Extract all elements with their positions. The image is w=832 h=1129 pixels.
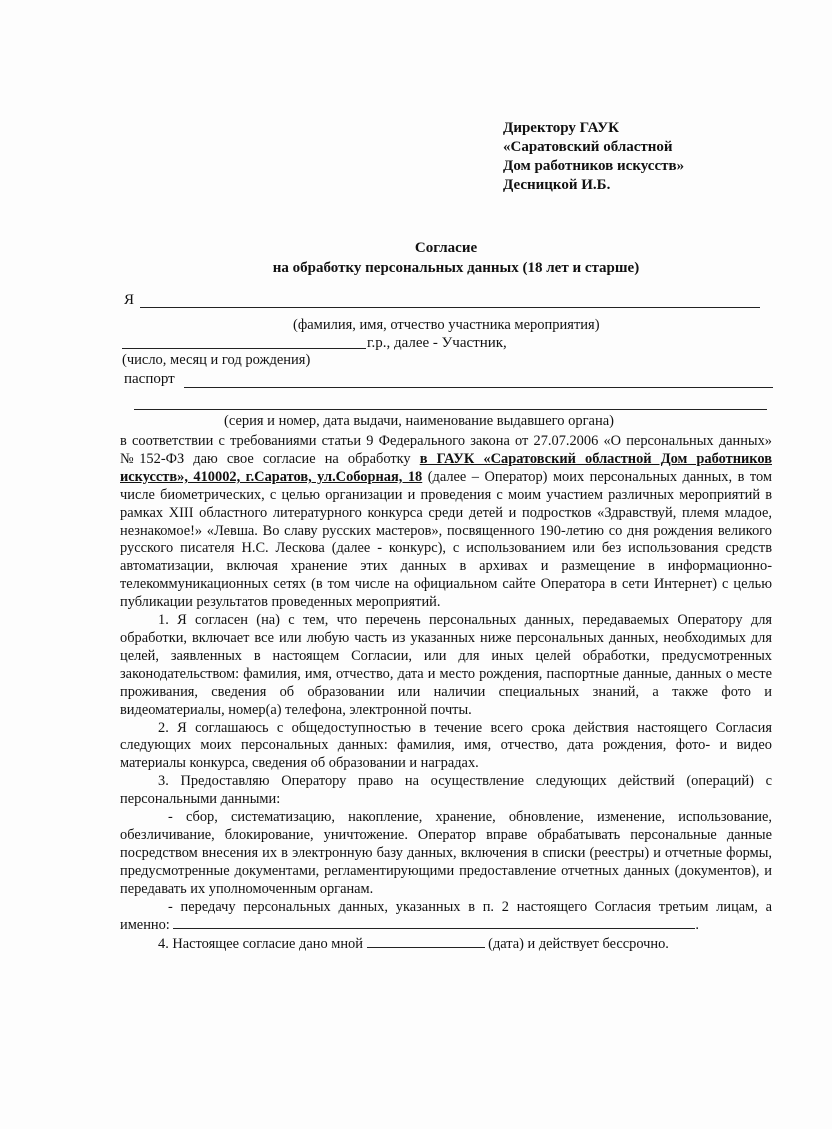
- i-label: Я: [124, 292, 135, 308]
- intro-text-cont: (далее – Оператор) моих персональных данных, в том числе биометрических, с целью организации и проведения с моим участием различных мероприятий в рамках XIII областного литературного конкурса среди детей и подростков «Здравствуй, племя младое, незнакомое!» «Левша. Во славу русских мастеров», посвященного 190-летию со дня рождения великого русского писателя Н.С. Лескова (далее - конкурс), с использованием или без использования средств автоматизации, включая хранение этих данных в архивах и размещение в информационно-телекоммуникационных сетях (в том числе на официальном сайте Оператора в сети Интернет) с целью публикации результатов проведенных мероприятий.: [120, 468, 772, 611]
- title-line: Согласие: [414, 240, 478, 256]
- consent-date-field[interactable]: [367, 935, 485, 948]
- birthdate-field[interactable]: [122, 348, 366, 349]
- addressee-line: Директору ГАУК: [503, 120, 619, 136]
- clause-1: 1. Я согласен (на) с тем, что перечень персональных данных, передаваемых Оператору для обработки, включает все или любую часть из указанных ниже персональных данных, необходимых для целей, заявленных в настоящем Согласии, или для иных целей обработки, предусмотренных законодательством: фамилия, имя, отчество, дата и место рождения, паспортные данные, данных о месте проживания, сведения об образовании или наличии специальных знаний, а также фото и видеоматериалы, номер(а) телефона, электронной почты.: [120, 612, 772, 718]
- passport-field-line2[interactable]: [134, 409, 767, 410]
- consent-body: [120, 433, 772, 954]
- third-parties-field[interactable]: [173, 916, 695, 929]
- addressee-line: Дом работников искусств»: [503, 158, 685, 174]
- document-title: [0, 238, 832, 278]
- clause-3: 3. Предоставляю Оператору право на осуществление следующих действий (операций) с персональными данными:: [120, 773, 772, 808]
- birth-caption: (число, месяц и год рождения): [122, 352, 311, 368]
- addressee-line: «Саратовский областной: [503, 139, 673, 155]
- clause-3b-end: .: [695, 917, 699, 934]
- clause-4-end: (дата) и действует бессрочно.: [484, 936, 669, 953]
- passport-field[interactable]: [184, 387, 773, 388]
- birth-suffix: г.р., далее - Участник,: [367, 335, 507, 351]
- intro-paragraph: [120, 433, 772, 612]
- addressee-line: Десницкой И.Б.: [503, 177, 611, 193]
- clause-4-text: 4. Настоящее согласие дано мной: [158, 936, 367, 953]
- fio-field[interactable]: [140, 307, 760, 308]
- intro-text: в соответствии с требованиями статьи 9 Федерального закона от 27.07.2006 «О персональных данных» №152-ФЗ даю свое согласие на обработку: [120, 433, 772, 467]
- clause-3a: - сбор, систематизацию, накопление, хранение, обновление, изменение, использование, обезличивание, блокирование, уничтожение. Оператор вправе обрабатывать персональные данные посредством внесения их в электронную базу данных, включения в списки (реестры) и отчетные формы, предусмотренные документами, регламентирующими предоставление отчетных данных (документов), и передавать их уполномоченным органам.: [120, 809, 772, 897]
- clause-3b: [120, 899, 772, 936]
- passport-label: паспорт: [124, 371, 175, 387]
- fio-caption: (фамилия, имя, отчество участника мероприятия): [293, 317, 600, 333]
- operator-name: в ГАУК «Саратовский областной Дом работников искусств», 410002, г.Саратов, ул.Соборная, 18: [120, 450, 772, 485]
- addressee-block: [503, 119, 684, 195]
- clause-2: 2. Я соглашаюсь с общедоступностью в течение всего срока действия настоящего Согласия следующих моих персональных данных: фамилия, имя, отчество, дата рождения, фото- и видео материалы конкурса, сведения об образовании и наградах.: [120, 719, 772, 772]
- title-line: на обработку персональных данных (18 лет и старше): [272, 260, 640, 276]
- clause-3b-text: - передачу персональных данных, указанных в п. 2 настоящего Согласия третьим лицам, а именно:: [120, 898, 772, 934]
- passport-caption: (серия и номер, дата выдачи, наименование выдавшего органа): [224, 413, 615, 429]
- clause-4: [120, 935, 772, 954]
